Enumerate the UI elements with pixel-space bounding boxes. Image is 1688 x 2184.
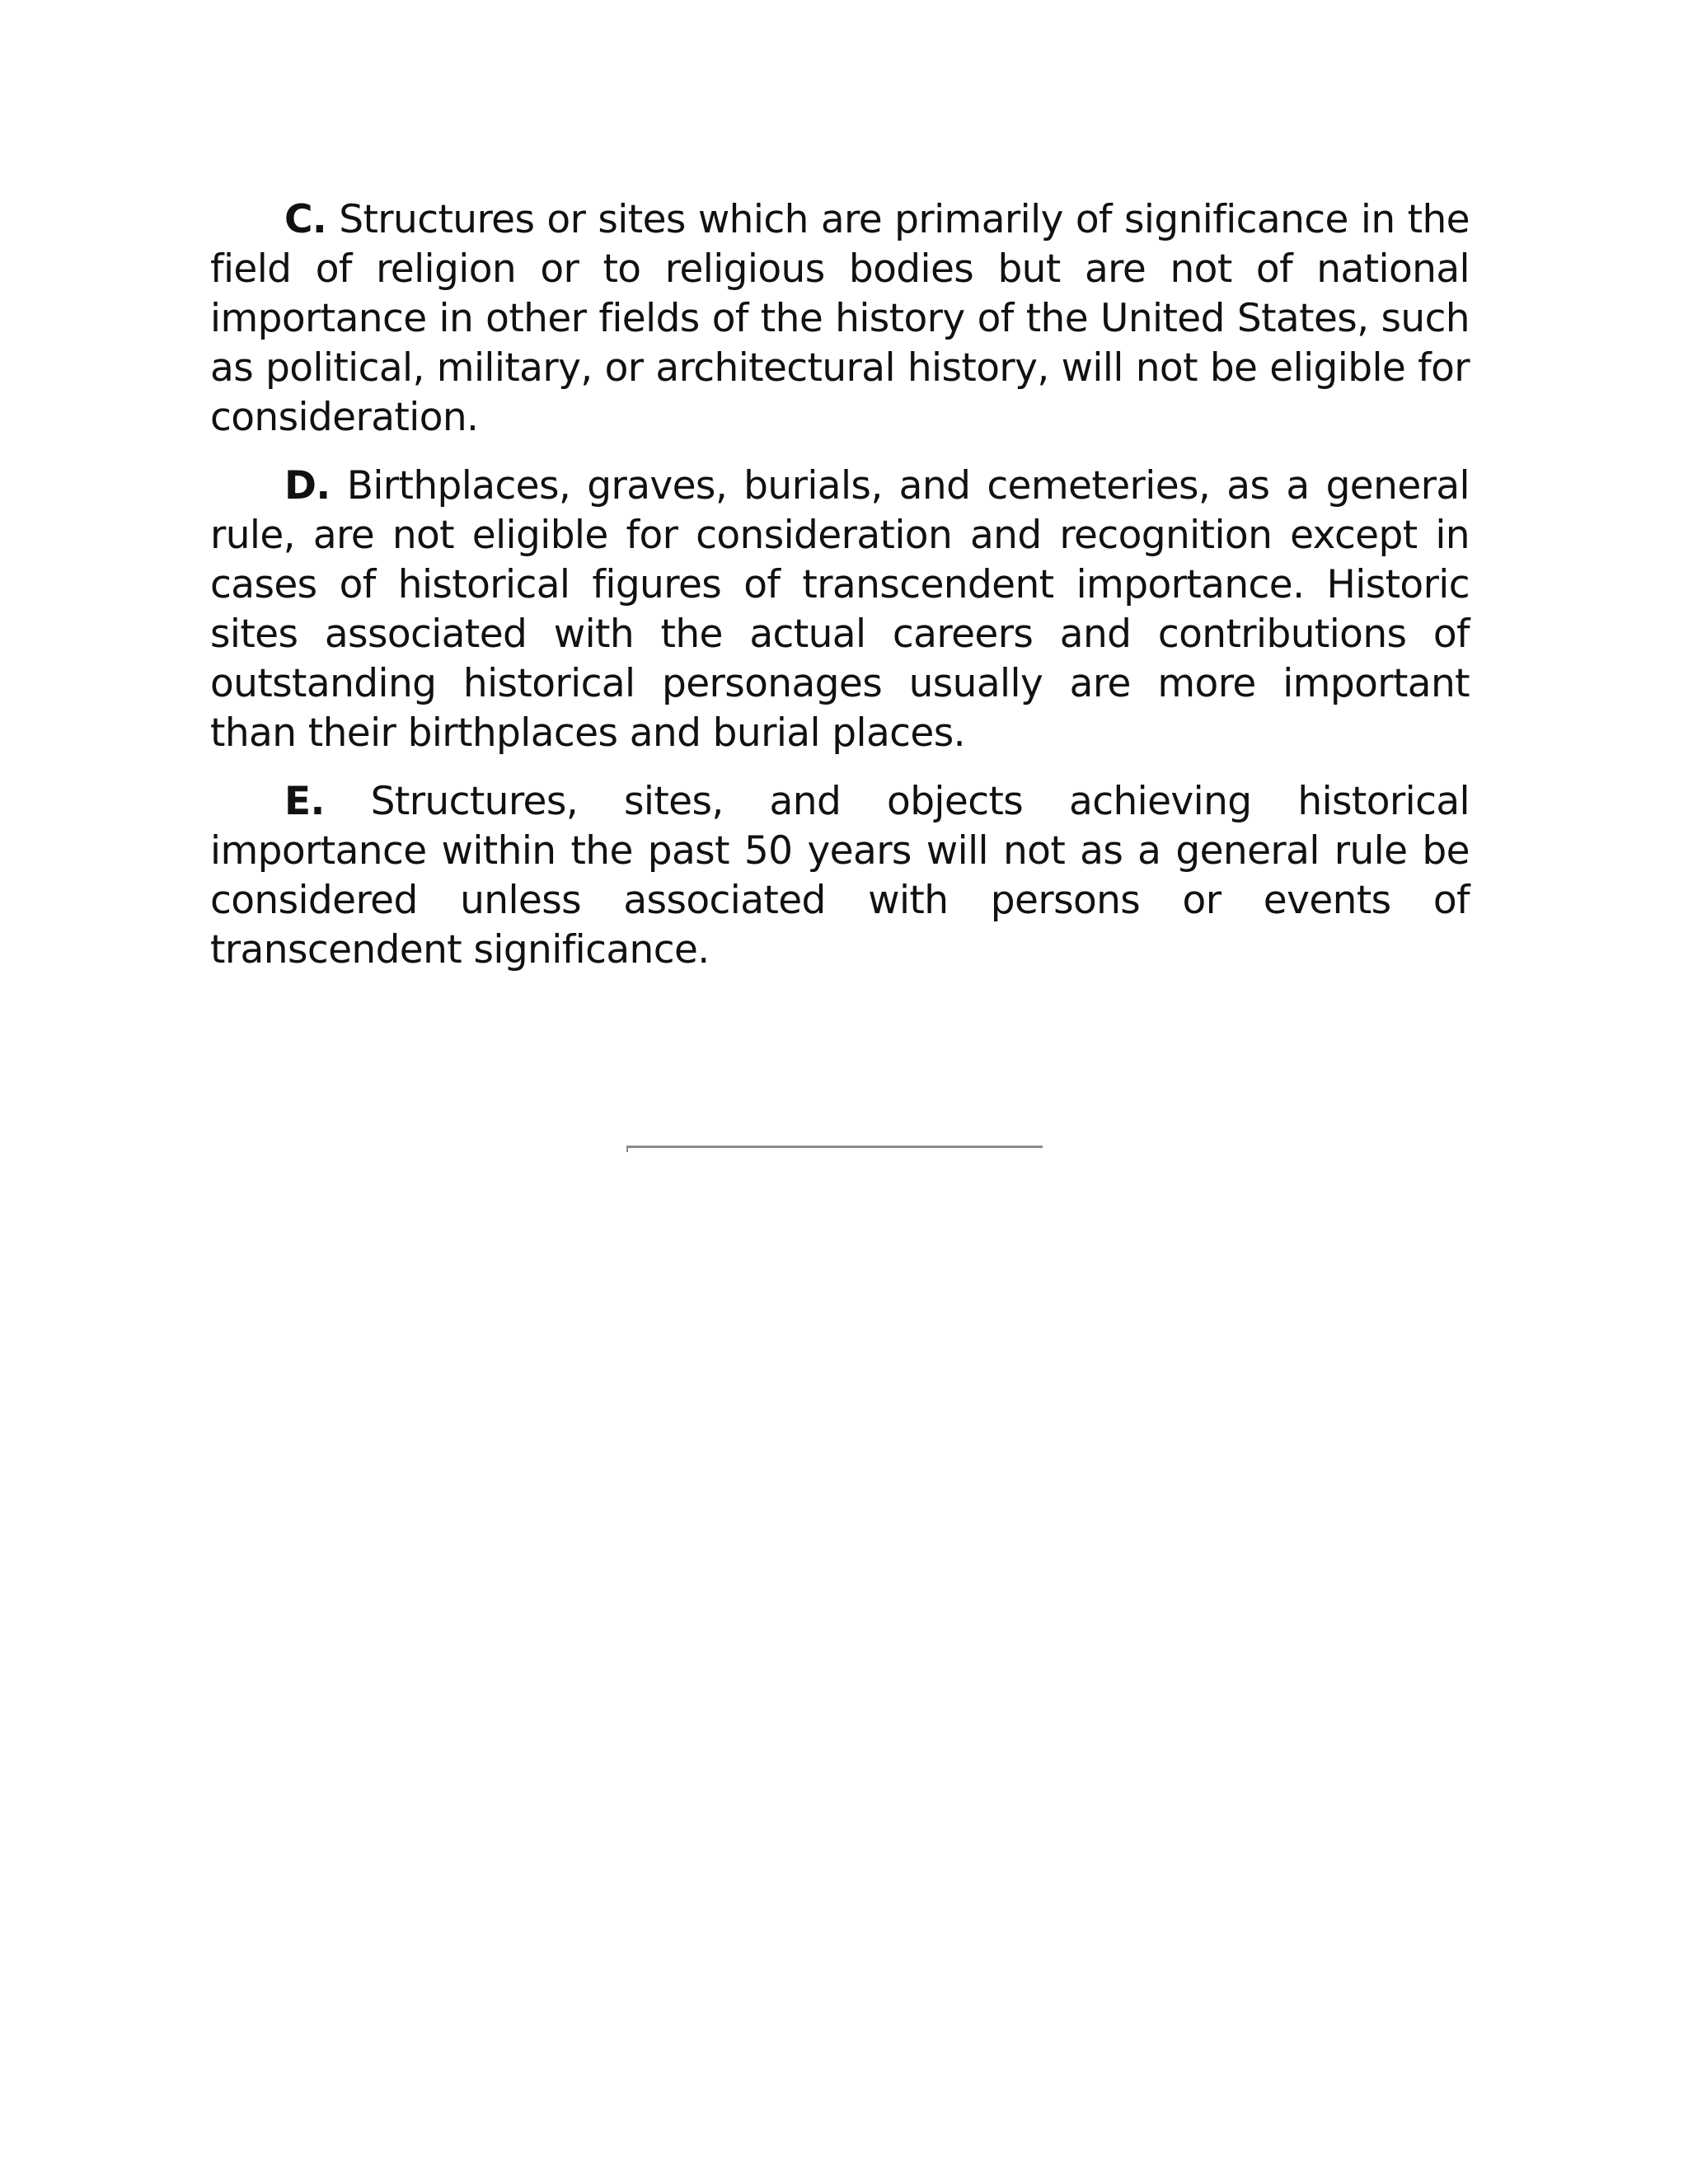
paragraph-c — [210, 195, 1470, 443]
section-divider — [626, 1146, 1043, 1148]
paragraph-e — [210, 777, 1470, 975]
paragraph-letter: C. — [284, 197, 327, 242]
paragraph-text: Structures or sites which are primarily of significance in the field of religion or to religious bodies but are not of national importance in other fields of the history of the United States, such as political, military, or architectural history, will not be eligible for consideration. — [210, 197, 1470, 440]
paragraph-d — [210, 462, 1470, 758]
paragraph-letter: D. — [284, 463, 331, 509]
section-divider-tick — [626, 1146, 628, 1152]
paragraph-text: Birthplaces, graves, burials, and cemeteries, as a general rule, are not eligible for consideration and recognition except in cases of historical figures of transcendent importance. Historic sites associated with the actual careers and contributions of outstanding historical personages usually are more important than their birthplaces and burial places. — [210, 463, 1470, 756]
document-body — [210, 195, 1470, 994]
paragraph-text: Structures, sites, and objects achieving historical importance within the past 50 years will not as a general rule be considered unless associated with persons or events of transcendent significance. — [210, 779, 1470, 972]
paragraph-letter: E. — [284, 779, 325, 824]
